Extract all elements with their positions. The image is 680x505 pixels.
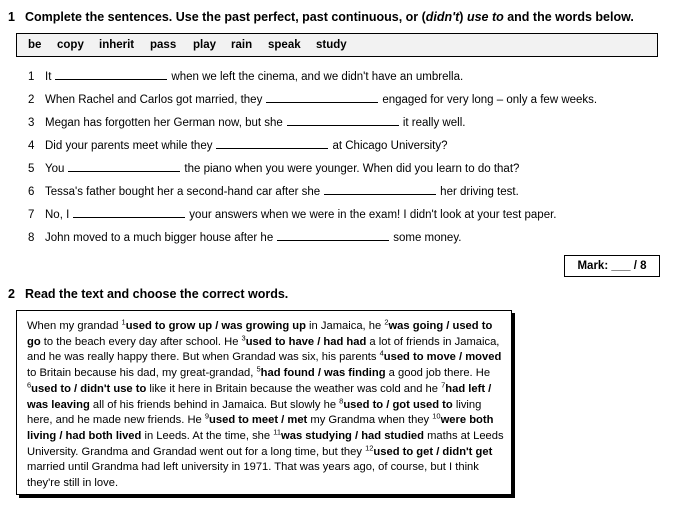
text-run: my Grandma when they <box>307 414 433 427</box>
sentence-item <box>28 185 519 198</box>
answer-choice[interactable]: used to / got used to <box>343 398 453 411</box>
reading-text-box <box>16 310 512 495</box>
sentence-number: 1 <box>28 71 35 83</box>
sentence-before: Did your parents meet while they <box>45 140 213 152</box>
gap-number: 5 <box>256 364 261 374</box>
gap-number: 12 <box>365 442 374 452</box>
sentence-after: your answers when we were in the exam! I didn't look at your test paper. <box>189 209 557 221</box>
answer-choice[interactable]: used to get / didn't get <box>373 445 493 458</box>
word-item: play <box>193 39 217 51</box>
sentence-item <box>28 70 463 83</box>
text-run: like it here in Britain because the weather was cold and he <box>146 382 442 395</box>
sentence-number: 6 <box>28 186 35 198</box>
gap-number: 3 <box>241 332 246 342</box>
sentence-number: 7 <box>28 209 35 221</box>
answer-choice[interactable]: used to move / moved <box>383 351 502 364</box>
gap-number: 9 <box>204 411 210 421</box>
gap-number: 11 <box>273 427 282 437</box>
answer-choice[interactable]: used to have / had had <box>245 335 367 348</box>
instruction-part: ) <box>459 10 467 24</box>
answer-blank[interactable] <box>277 231 389 241</box>
answer-blank[interactable] <box>68 162 180 172</box>
answer-choice[interactable]: was going / used to go <box>27 320 493 348</box>
question-number: 1 <box>8 10 15 24</box>
answer-choice[interactable]: were both living / had both lived <box>27 414 494 442</box>
answer-blank[interactable] <box>287 116 399 126</box>
question-number: 2 <box>8 287 15 301</box>
sentence-after: the piano when you were younger. When did you learn to do that? <box>184 163 520 175</box>
gap-number: 4 <box>379 348 384 358</box>
sentence-number: 8 <box>28 232 35 244</box>
sentence-number: 3 <box>28 117 35 129</box>
gap-number: 6 <box>27 380 32 390</box>
answer-choice[interactable]: had found / was finding <box>260 367 386 380</box>
text-run: in Jamaica, he <box>305 320 385 332</box>
sentence-item <box>28 231 461 244</box>
gap-number: 7 <box>441 380 446 390</box>
answer-blank[interactable] <box>324 185 436 195</box>
sentence-after: at Chicago University? <box>332 140 448 152</box>
word-item: inherit <box>99 39 135 51</box>
sentence-after: it really well. <box>402 117 466 129</box>
word-item: study <box>316 39 347 51</box>
text-run: a good job there. He <box>385 367 491 380</box>
text-run: a lot of friends in Jamaica, and he was really happy there. But when Grandad was six, his parents <box>27 335 500 364</box>
text-run: to the beach every day after school. He <box>40 335 242 348</box>
gap-number: 8 <box>339 395 344 405</box>
sentence-after: her driving test. <box>440 186 519 198</box>
word-item: be <box>28 39 42 51</box>
answer-blank[interactable] <box>55 70 167 80</box>
word-item: speak <box>268 39 301 51</box>
sentence-item <box>28 139 448 152</box>
sentence-before: Megan has forgotten her German now, but she <box>45 117 283 129</box>
sentence-item <box>28 208 557 221</box>
text-run: in Leeds. At the time, she <box>141 429 274 442</box>
sentence-after: engaged for very long – only a few weeks. <box>382 94 598 106</box>
sentence-number: 4 <box>28 140 35 152</box>
instruction-text: Read the text and choose the correct words. <box>25 287 289 301</box>
sentence-after: when we left the cinema, and we didn't have an umbrella. <box>171 71 464 83</box>
text-run: When my grandad <box>27 320 122 332</box>
mark-box: Mark: ___ / 8 <box>564 255 660 277</box>
answer-choice[interactable]: used to / didn't use to <box>31 382 147 395</box>
answer-choice[interactable]: used to meet / met <box>209 414 308 427</box>
text-run: to Britain because his dad, my great-grandad, <box>27 367 257 380</box>
answer-blank[interactable] <box>73 208 185 218</box>
answer-choice[interactable]: was studying / had studied <box>281 429 424 442</box>
text-run: living here, and he made new friends. He <box>27 398 482 427</box>
sentence-before: No, I <box>45 209 70 221</box>
text-run: married until Grandma had left university in 1971. That was years ago, of course, but I think they're still in love. <box>27 461 479 490</box>
sentence-before: You <box>45 163 65 175</box>
gap-number: 2 <box>384 317 389 327</box>
word-item: pass <box>150 39 177 51</box>
instruction-italic: use to <box>466 10 504 24</box>
answer-choice[interactable]: used to grow up / was growing up <box>125 320 306 332</box>
answer-blank[interactable] <box>216 139 328 149</box>
gap-number: 10 <box>432 411 441 421</box>
text-run: all of his friends behind in Jamaica. But slowly he <box>89 398 340 411</box>
sentence-item <box>28 116 465 129</box>
instruction-part: and the words below. <box>503 10 634 24</box>
word-box <box>16 33 658 57</box>
answer-blank[interactable] <box>266 93 378 103</box>
reading-paragraph <box>27 319 505 492</box>
sentence-before: Tessa's father bought her a second-hand car after she <box>45 186 321 198</box>
sentence-before: It <box>45 71 52 83</box>
sentence-number: 5 <box>28 163 35 175</box>
instruction-italic: didn't <box>425 10 460 24</box>
sentence-after: some money. <box>393 232 462 244</box>
text-run: maths at Leeds University. Grandma and Grandad went out for a long time, but they <box>27 429 504 458</box>
sentence-item <box>28 93 597 106</box>
instruction-part: Complete the sentences. Use the past perfect, past continuous, or ( <box>25 10 426 24</box>
sentence-before: John moved to a much bigger house after he <box>45 232 274 244</box>
word-item: rain <box>231 39 253 51</box>
question-1-title <box>8 10 634 24</box>
gap-number: 1 <box>121 317 126 327</box>
sentence-item <box>28 162 519 175</box>
answer-choice[interactable]: had left / was leaving <box>27 382 492 411</box>
sentence-before: When Rachel and Carlos got married, they <box>45 94 263 106</box>
sentence-number: 2 <box>28 94 35 106</box>
question-2-title <box>8 287 288 301</box>
word-item: copy <box>57 39 84 51</box>
